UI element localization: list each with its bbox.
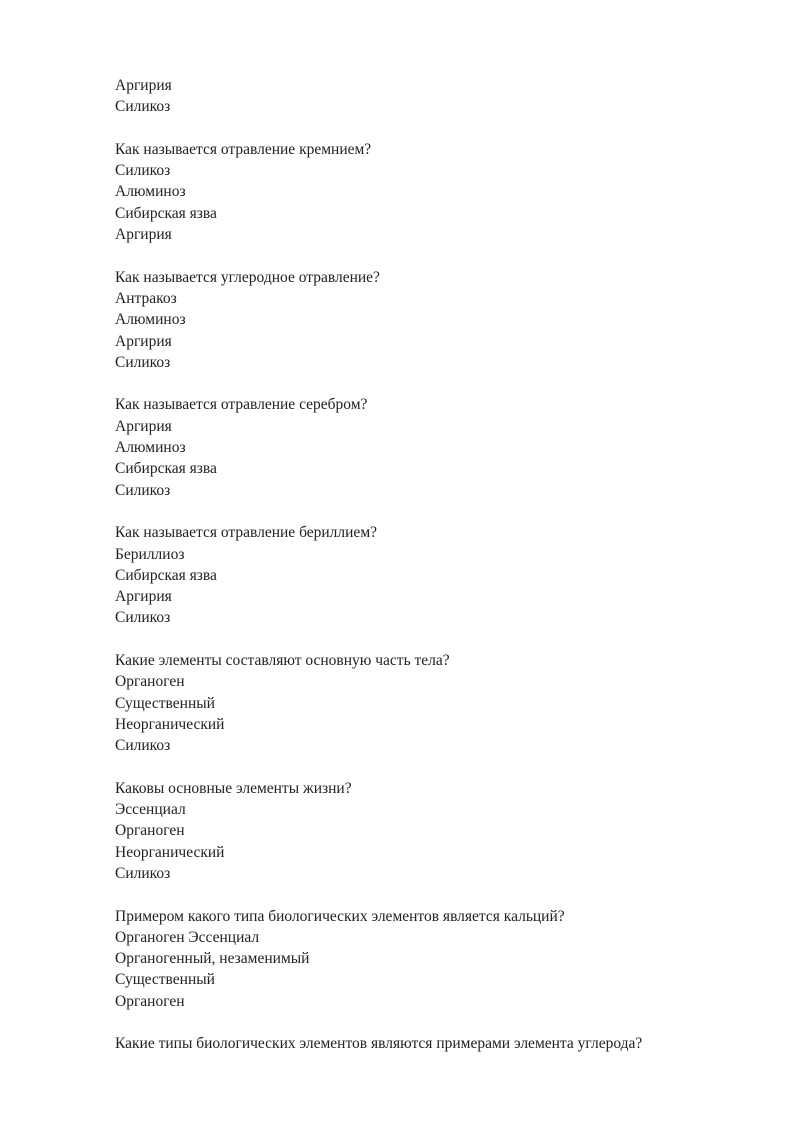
question-block-2 xyxy=(115,267,755,373)
question-text: Как называется отравление кремнием? xyxy=(115,140,372,158)
answer-option: Аргирия xyxy=(115,226,172,244)
answer-option: Органоген xyxy=(115,673,185,691)
answer-option: Силикоз xyxy=(115,353,171,371)
answer-option: Антракоз xyxy=(115,289,177,307)
answer-option: Алюминоз xyxy=(115,439,186,457)
answer-option: Существенный xyxy=(115,971,215,989)
question-block-5 xyxy=(115,650,755,756)
question-block-4 xyxy=(115,522,755,628)
answer-option: Органоген xyxy=(115,992,185,1010)
answer-option: Сибирская язва xyxy=(115,566,217,584)
answer-option: Аргирия xyxy=(115,332,172,350)
answer-option: Силикоз xyxy=(115,162,171,180)
answer-option: Силикоз xyxy=(115,481,171,499)
answer-option: Силикоз xyxy=(115,98,171,116)
answer-option: Аргирия xyxy=(115,417,172,435)
answer-option: Сибирская язва xyxy=(115,204,217,222)
question-text: Как называется отравление серебром? xyxy=(115,396,368,414)
answer-option: Органоген xyxy=(115,822,185,840)
answer-option: Аргирия xyxy=(115,588,172,606)
answer-option: Эссенциал xyxy=(115,801,186,819)
answer-option: Органоген Эссенциал xyxy=(115,928,260,946)
question-text: Как называется углеродное отравление? xyxy=(115,268,380,286)
question-block-1 xyxy=(115,139,755,245)
answer-option: Алюминоз xyxy=(115,183,186,201)
question-block-7 xyxy=(115,906,755,1012)
document-content xyxy=(115,75,755,1055)
question-text: Как называется отравление бериллием? xyxy=(115,524,378,542)
answer-option: Силикоз xyxy=(115,737,171,755)
lead-answers xyxy=(115,75,755,118)
answer-option: Существенный xyxy=(115,694,215,712)
question-text: Какие типы биологических элементов являются примерами элемента углерода? xyxy=(115,1035,643,1053)
question-block-6 xyxy=(115,778,755,884)
answer-option: Силикоз xyxy=(115,609,171,627)
question-text: Какие элементы составляют основную часть тела? xyxy=(115,652,450,670)
answer-option: Неорганический xyxy=(115,715,225,733)
answer-option: Силикоз xyxy=(115,864,171,882)
answer-option: Сибирская язва xyxy=(115,460,217,478)
answer-option: Аргирия xyxy=(115,77,172,94)
answer-option: Бериллиоз xyxy=(115,545,185,563)
answer-option: Алюминоз xyxy=(115,311,186,329)
question-text: Каковы основные элементы жизни? xyxy=(115,779,352,797)
answer-option: Органогенный, незаменимый xyxy=(115,950,310,968)
question-block-3 xyxy=(115,394,755,500)
question-text: Примером какого типа биологических элементов является кальций? xyxy=(115,907,565,925)
question-block-8 xyxy=(115,1033,755,1054)
answer-option: Неорганический xyxy=(115,843,225,861)
